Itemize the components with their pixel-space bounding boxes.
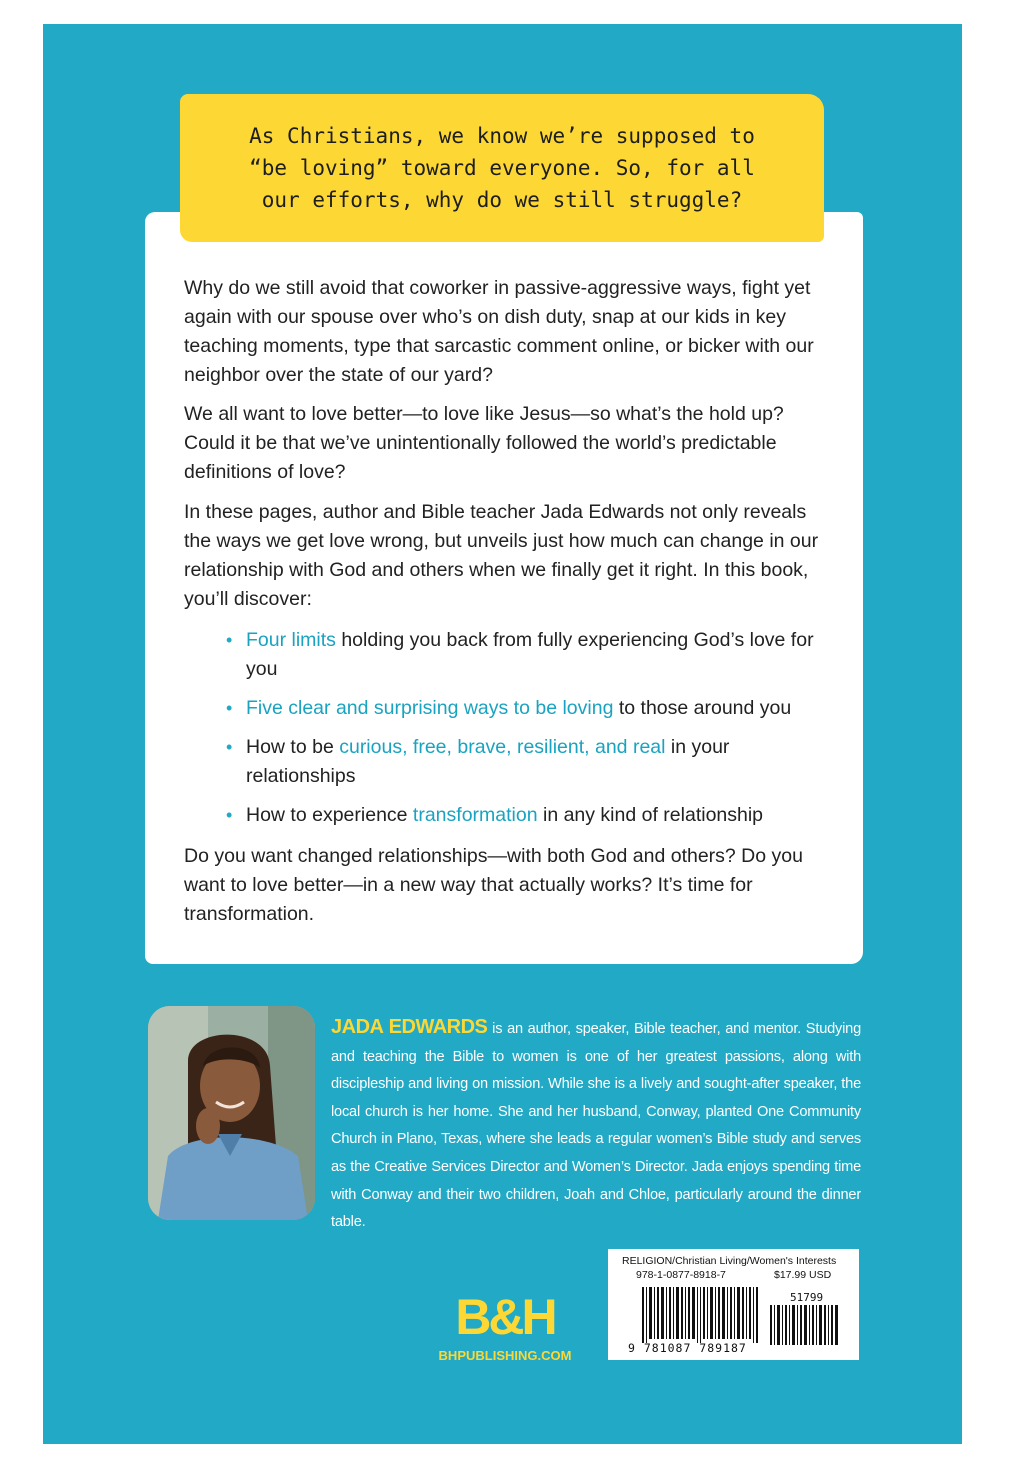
bh-logo-mark: B&H: [455, 1289, 555, 1345]
barcode-digits: 9 781087 789187: [628, 1341, 747, 1355]
highlight-text: transformation: [412, 804, 538, 826]
barcode-isbn: 978-1-0877-8918-7: [636, 1269, 726, 1281]
author-bio: [331, 1014, 861, 1237]
tagline-box: [182, 96, 822, 240]
bullet-icon: •: [226, 805, 233, 825]
list-item: • How to be curious, free, brave, resilient, and real in your relationships: [226, 733, 826, 791]
list-item: • How to experience transformation in any kind of relationship: [226, 801, 826, 830]
highlight-text: Four limits: [246, 629, 336, 651]
list-item: • Five clear and surprising ways to be loving to those around you: [226, 694, 826, 723]
bullet-icon: •: [226, 698, 233, 718]
highlight-text: Five clear and surprising ways to be loving: [246, 697, 614, 719]
barcode-category: RELIGION/Christian Living/Women's Interests: [622, 1255, 837, 1267]
author-photo-illustration: [148, 1006, 315, 1220]
list-item: • Four limits holding you back from fully experiencing God’s love for you: [226, 626, 826, 684]
tagline-line-2: “be loving” toward everyone. So, for all: [249, 156, 755, 180]
tagline-line-3: our efforts, why do we still struggle?: [261, 188, 743, 212]
bullet-icon: •: [226, 737, 233, 757]
author-name: JADA EDWARDS: [331, 1016, 488, 1038]
barcode-panel: [608, 1249, 859, 1360]
bullet-icon: •: [226, 630, 233, 650]
paragraph-4: Do you want changed relationships—with both God and others? Do you want to love better—in a new way that actually works? It’s time for transformation.: [184, 845, 803, 925]
publisher-logo: [425, 1290, 585, 1365]
publisher-website: BHPUBLISHING.COM: [438, 1348, 572, 1363]
tagline-line-1: As Christians, we know we’re supposed to: [249, 124, 755, 148]
paragraph-1: Why do we still avoid that coworker in passive-aggressive ways, fight yet again with our spouse over who’s on dish duty, snap at our kids in key teaching moments, type that sarcastic comment online, or bicker with our neighbor over the state of our yard?: [184, 277, 814, 386]
barcode-price: $17.99 USD: [774, 1269, 832, 1281]
tagline-text: [204, 120, 800, 216]
paragraph-2: We all want to love better—to love like Jesus—so what’s the hold up? Could it be that we’ve unintentionally followed the world’s predictable definitions of love?: [184, 403, 784, 483]
author-bio-text: is an author, speaker, Bible teacher, and mentor. Studying and teaching the Bible to women is one of her greatest passions, along with discipleship and living on mission. While she is a lively and sought-after speaker, the local church is her home. She and her husband, Conway, planted One Community Church in Plano, Texas, where she leads a regular women’s Bible study and serves as the Creative Services Director and Women’s Director. Jada enjoys spending time with Conway and their two children, Joah and Chloe, particularly around the dinner table.: [331, 1021, 861, 1231]
highlight-text: curious, free, brave, resilient, and real: [339, 736, 666, 758]
paragraph-3: In these pages, author and Bible teacher Jada Edwards not only reveals the ways we get love wrong, but unveils just how much can change in our relationship with God and others when we finally get it right. In this book, you’ll discover:: [184, 501, 819, 610]
barcode-addon-number: 51799: [790, 1291, 824, 1304]
author-photo: [148, 1006, 315, 1220]
feature-list: [226, 626, 826, 840]
